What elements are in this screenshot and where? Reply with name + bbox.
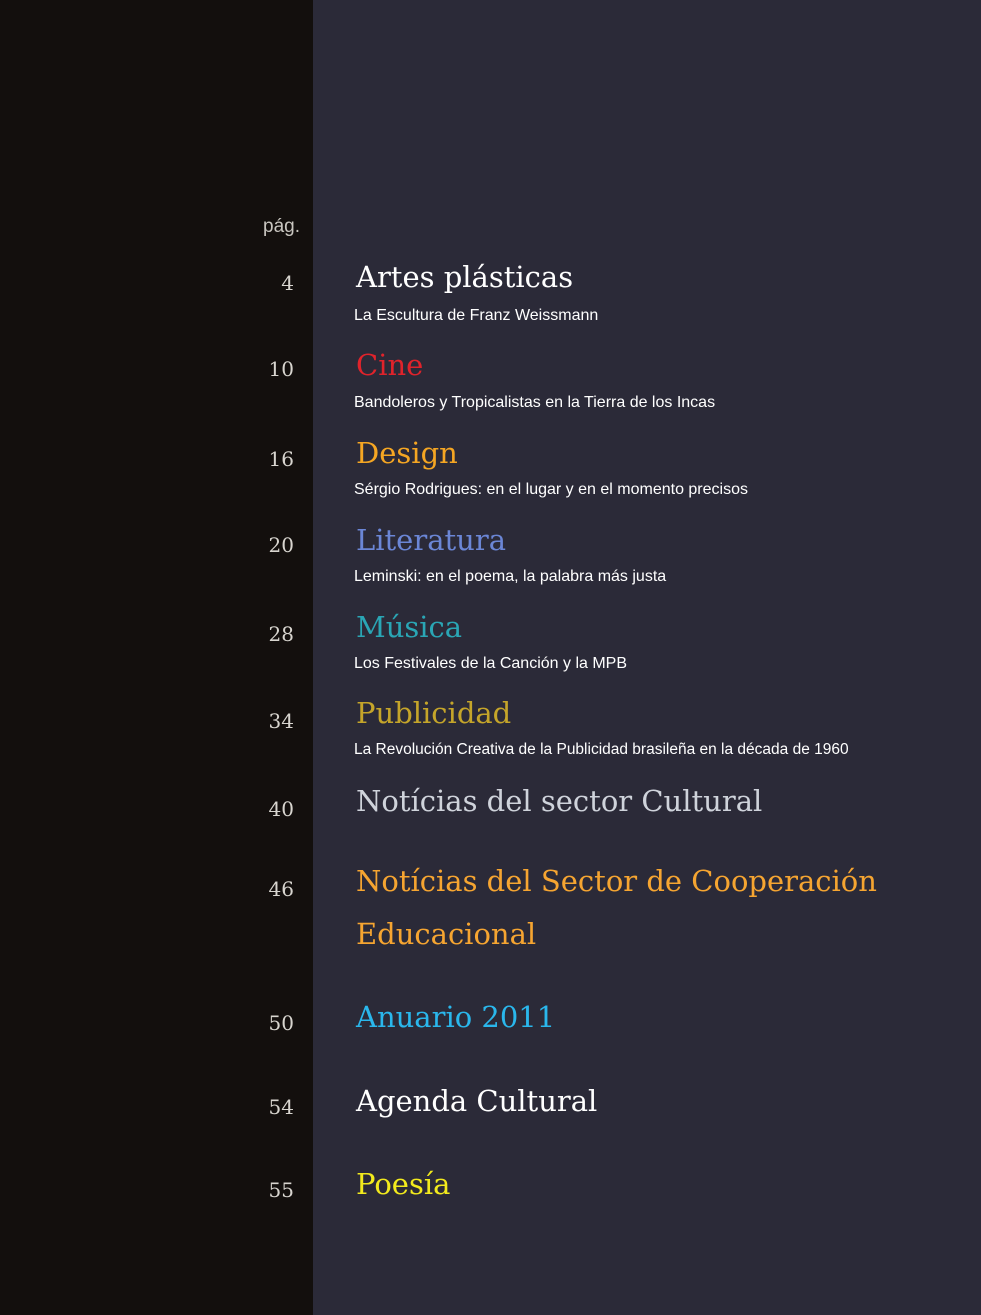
page-number: 10 [268,357,294,381]
page-number: 54 [268,1095,294,1119]
section-title-line1: Notícias del Sector de Cooperación [356,864,877,898]
section-title: Artes plásticas [356,260,574,294]
section-title: Design [356,436,458,470]
section-title: Anuario 2011 [356,1000,556,1034]
section-subtitle: Leminski: en el poema, la palabra más justa [354,568,667,585]
page-number: 4 [281,271,294,295]
page-number: 16 [268,447,294,471]
page-number: 40 [268,797,294,821]
page-column-label: pág. [263,216,300,237]
page-number: 20 [268,533,294,557]
page-number: 50 [268,1011,294,1035]
page-number: 46 [268,877,294,901]
section-subtitle: La Escultura de Franz Weissmann [354,307,599,324]
section-subtitle: Sérgio Rodrigues: en el lugar y en el momento precisos [354,481,748,498]
section-title: Agenda Cultural [356,1084,598,1118]
section-title: Notícias del sector Cultural [356,784,763,818]
section-subtitle: La Revolución Creativa de la Publicidad brasileña en la década de 1960 [354,741,849,758]
page-number: 28 [268,622,294,646]
section-title: Poesía [356,1167,451,1201]
section-title: Literatura [356,523,506,557]
section-title: Cine [356,348,424,382]
section-title: Música [356,610,463,644]
section-title-line2: Educacional [356,917,537,951]
page-number: 34 [268,709,294,733]
section-subtitle: Los Festivales de la Canción y la MPB [354,655,628,672]
section-subtitle: Bandoleros y Tropicalistas en la Tierra de los Incas [354,394,716,411]
page-number: 55 [268,1178,294,1202]
section-title: Publicidad [356,696,512,730]
